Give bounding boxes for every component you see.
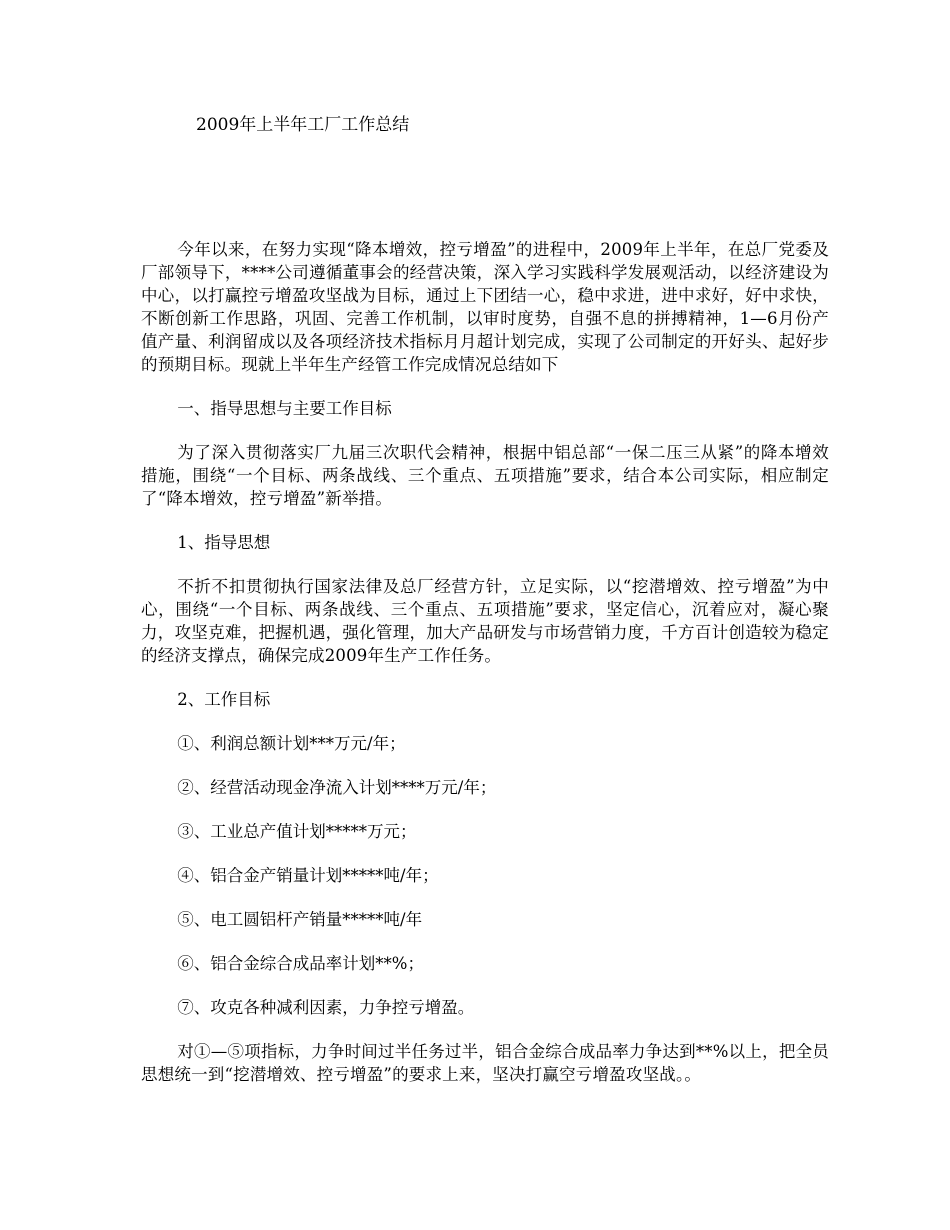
document-title: 2009年上半年工厂工作总结	[196, 115, 410, 135]
section-heading-guiding-principles: 一、指导思想与主要工作目标	[177, 399, 392, 418]
section-paragraph: 为了深入贯彻落实厂九届三次职代会精神，根据中铝总部“一保二压三从紧”的降本增效措施，围绕“一个目标、两条战线、三个重点、五项措施”要求，结合本公司实际，相应制定了“降本增效，控亏增盈”新举措。	[141, 443, 829, 508]
subsection-paragraph: 不折不扣贯彻执行国家法律及总厂经营方针，立足实际，以“挖潜增效、控亏增盈”为中心，围绕“一个目标、两条战线、三个重点、五项措施”要求，坚定信心，沉着应对，凝心聚力，攻坚克难，把握机遇，强化管理，加大产品研发与市场营销力度，千方百计创造较为稳定的经济支撑点，确保完成2009年生产工作任务。	[141, 577, 829, 665]
targets-list	[141, 732, 829, 1019]
list-item: ⑤、电工圆铝杆产销量*****吨/年	[177, 910, 423, 929]
list-item: ⑦、攻克各种减利因素，力争控亏增盈。	[177, 998, 475, 1017]
list-item: ③、工业总产值计划*****万元；	[177, 822, 417, 841]
subsection-heading-guiding-thought: 1、指导思想	[177, 533, 271, 552]
list-item: ②、经营活动现金净流入计划****万元/年；	[177, 778, 497, 797]
intro-paragraph: 今年以来，在努力实现“降本增效，控亏增盈”的进程中，2009年上半年，在总厂党委及厂部领导下，****公司遵循董事会的经营决策，深入学习实践科学发展观活动，以经济建设为中心，以打赢控亏增盈攻坚战为目标，通过上下团结一心，稳中求进，进中求好，好中求快，不断创新工作思路，巩固、完善工作机制，以审时度势，自强不息的拼搏精神，1—6月份产值产量、利润留成以及各项经济技术指标月月超计划完成，实现了公司制定的开好头、起好步的预期目标。现就上半年生产经管工作完成情况总结如下	[141, 240, 829, 374]
list-item: ⑥、铝合金综合成品率计划**%；	[177, 954, 424, 973]
subsection-heading-work-targets: 2、工作目标	[177, 690, 271, 709]
list-item: ①、利润总额计划***万元/年；	[177, 734, 406, 753]
list-item: ④、铝合金产销量计划*****吨/年；	[177, 866, 439, 885]
document-body	[141, 238, 829, 1107]
closing-paragraph: 对①—⑤项指标，力争时间过半任务过半，铝合金综合成品率力争达到**%以上，把全员思想统一到“挖潜增效、控亏增盈”的要求上来，坚决打赢空亏增盈攻坚战。。	[141, 1042, 829, 1084]
